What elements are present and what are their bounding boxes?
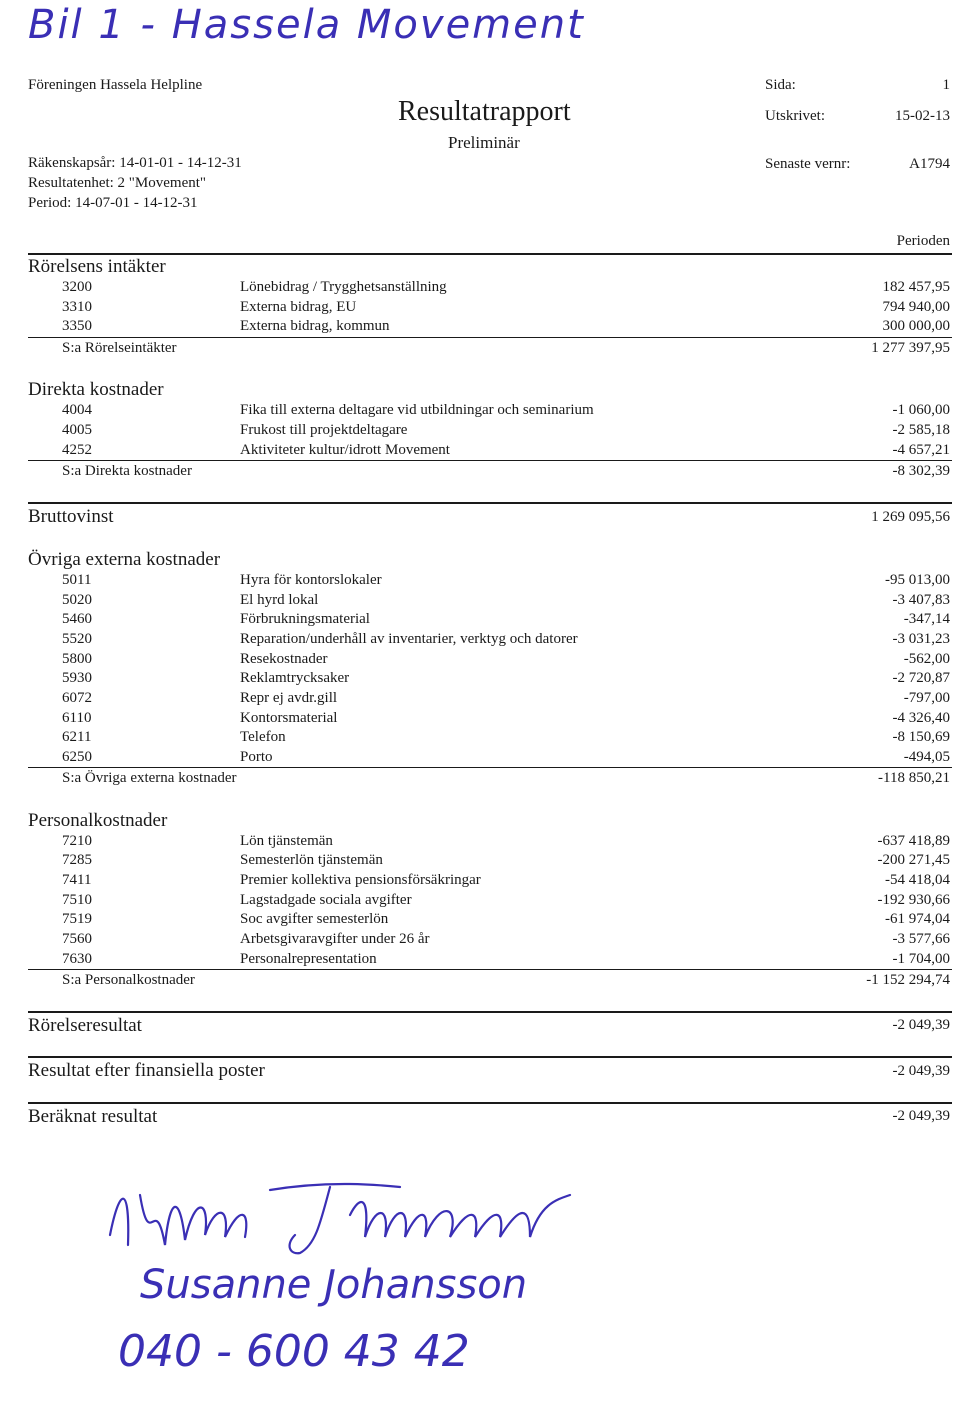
account-amount: -797,00 <box>903 690 950 706</box>
subtotal-rule <box>28 460 952 461</box>
latest-voucher-label: Senaste vernr: <box>765 156 851 172</box>
report-subtitle: Preliminär <box>448 133 520 152</box>
account-amount: -3 031,23 <box>892 631 950 647</box>
account-amount: -8 150,69 <box>892 729 950 745</box>
operating-result-amount: -2 049,39 <box>892 1017 950 1033</box>
account-amount: 182 457,95 <box>882 279 950 295</box>
account-number: 7285 <box>62 852 92 868</box>
result-after-financial-label: Resultat efter finansiella poster <box>28 1060 265 1081</box>
account-number: 5460 <box>62 611 92 627</box>
account-number: 5800 <box>62 651 92 667</box>
account-description: Soc avgifter semesterlön <box>240 911 389 927</box>
account-amount: 794 940,00 <box>882 299 950 315</box>
account-description: Lagstadgade sociala avgifter <box>240 892 412 908</box>
account-number: 5930 <box>62 670 92 686</box>
report-title: Resultatrapport <box>398 96 571 127</box>
subtotal-rule <box>28 337 952 338</box>
account-number: 7560 <box>62 931 92 947</box>
account-number: 4252 <box>62 442 92 458</box>
account-description: Reklamtrycksaker <box>240 670 350 686</box>
gross-profit-rule <box>28 502 952 504</box>
account-description: Hyra för kontorslokaler <box>240 572 382 588</box>
account-number: 5020 <box>62 592 92 608</box>
account-description: Externa bidrag, kommun <box>240 318 390 334</box>
account-amount: -1 060,00 <box>892 402 950 418</box>
account-number: 7630 <box>62 951 92 967</box>
column-header-period: Perioden <box>896 233 950 249</box>
account-number: 3310 <box>62 299 92 315</box>
gross-profit-label: Bruttovinst <box>28 506 114 527</box>
account-number: 7519 <box>62 911 92 927</box>
section-sum-label: S:a Rörelseintäkter <box>62 340 177 356</box>
account-amount: -347,14 <box>903 611 950 627</box>
result-unit: Resultatenhet: 2 "Movement" <box>28 175 207 191</box>
account-number: 6072 <box>62 690 92 706</box>
printed-label: Utskrivet: <box>765 108 825 124</box>
result-after-financial-amount: -2 049,39 <box>892 1063 950 1079</box>
operating-result-label: Rörelseresultat <box>28 1015 142 1036</box>
account-description: Kontorsmaterial <box>240 710 338 726</box>
account-amount: -3 407,83 <box>892 592 950 608</box>
section-sum-label: S:a Direkta kostnader <box>62 463 192 479</box>
page-number: 1 <box>942 77 950 93</box>
calculated-result-label: Beräknat resultat <box>28 1106 158 1127</box>
section-title: Övriga externa kostnader <box>28 549 221 570</box>
account-description: Semesterlön tjänstemän <box>240 852 383 868</box>
signature-scribble <box>100 1175 580 1265</box>
account-amount: -200 271,45 <box>877 852 950 868</box>
account-number: 5520 <box>62 631 92 647</box>
handwritten-annotation: Bil 1 - Hassela Movement <box>28 2 585 48</box>
account-amount: -4 326,40 <box>892 710 950 726</box>
organization-name: Föreningen Hassela Helpline <box>28 77 203 93</box>
account-description: Lönebidrag / Trygghetsanställning <box>240 279 447 295</box>
section-sum-amount: -118 850,21 <box>878 770 950 786</box>
signature-printed-name: Susanne Johansson <box>140 1262 528 1308</box>
calculated-result-amount: -2 049,39 <box>892 1108 950 1124</box>
latest-voucher-number: A1794 <box>909 156 950 172</box>
account-description: Reparation/underhåll av inventarier, verktyg och datorer <box>240 631 578 647</box>
account-description: Arbetsgivaravgifter under 26 år <box>240 931 430 947</box>
account-amount: -95 013,00 <box>885 572 950 588</box>
account-description: Resekostnader <box>240 651 328 667</box>
total-rule <box>28 1102 952 1104</box>
subtotal-rule <box>28 767 952 768</box>
section-sum-label: S:a Personalkostnader <box>62 972 195 988</box>
header-rule <box>28 253 952 255</box>
account-number: 5011 <box>62 572 92 588</box>
account-number: 7210 <box>62 833 92 849</box>
signature-phone-number: 040 - 600 43 42 <box>118 1326 470 1377</box>
account-description: Aktiviteter kultur/idrott Movement <box>240 442 450 458</box>
account-number: 3350 <box>62 318 92 334</box>
account-amount: -54 418,04 <box>885 872 950 888</box>
account-description: Personalrepresentation <box>240 951 377 967</box>
account-description: Repr ej avdr.gill <box>240 690 338 706</box>
section-title: Personalkostnader <box>28 810 168 831</box>
printed-date: 15-02-13 <box>895 108 950 124</box>
fiscal-year: Räkenskapsår: 14-01-01 - 14-12-31 <box>28 155 242 171</box>
total-rule <box>28 1011 952 1013</box>
account-number: 7411 <box>62 872 92 888</box>
account-amount: 300 000,00 <box>882 318 950 334</box>
account-description: Premier kollektiva pensionsförsäkringar <box>240 872 481 888</box>
account-number: 6250 <box>62 749 92 765</box>
account-number: 4004 <box>62 402 92 418</box>
account-description: Telefon <box>240 729 286 745</box>
period: Period: 14-07-01 - 14-12-31 <box>28 195 198 211</box>
section-sum-amount: -8 302,39 <box>892 463 950 479</box>
account-amount: -562,00 <box>903 651 950 667</box>
section-sum-amount: 1 277 397,95 <box>871 340 950 356</box>
gross-profit-amount: 1 269 095,56 <box>871 509 950 525</box>
account-number: 7510 <box>62 892 92 908</box>
section-title: Direkta kostnader <box>28 379 164 400</box>
account-amount: -1 704,00 <box>892 951 950 967</box>
account-amount: -61 974,04 <box>885 911 950 927</box>
total-rule <box>28 1056 952 1058</box>
account-description: Frukost till projektdeltagare <box>240 422 408 438</box>
page-label: Sida: <box>765 77 796 93</box>
account-description: Fika till externa deltagare vid utbildningar och seminarium <box>240 402 594 418</box>
account-description: Externa bidrag, EU <box>240 299 357 315</box>
section-sum-label: S:a Övriga externa kostnader <box>62 770 237 786</box>
section-sum-amount: -1 152 294,74 <box>866 972 950 988</box>
account-amount: -3 577,66 <box>892 931 950 947</box>
account-amount: -4 657,21 <box>892 442 950 458</box>
section-title: Rörelsens intäkter <box>28 256 166 277</box>
account-description: El hyrd lokal <box>240 592 319 608</box>
account-amount: -192 930,66 <box>877 892 950 908</box>
account-number: 6211 <box>62 729 92 745</box>
account-amount: -2 585,18 <box>892 422 950 438</box>
account-description: Förbrukningsmaterial <box>240 611 370 627</box>
account-description: Porto <box>240 749 273 765</box>
account-amount: -494,05 <box>903 749 950 765</box>
account-amount: -637 418,89 <box>877 833 950 849</box>
account-amount: -2 720,87 <box>892 670 950 686</box>
account-number: 4005 <box>62 422 92 438</box>
account-number: 6110 <box>62 710 92 726</box>
subtotal-rule <box>28 969 952 970</box>
account-description: Lön tjänstemän <box>240 833 333 849</box>
account-number: 3200 <box>62 279 92 295</box>
